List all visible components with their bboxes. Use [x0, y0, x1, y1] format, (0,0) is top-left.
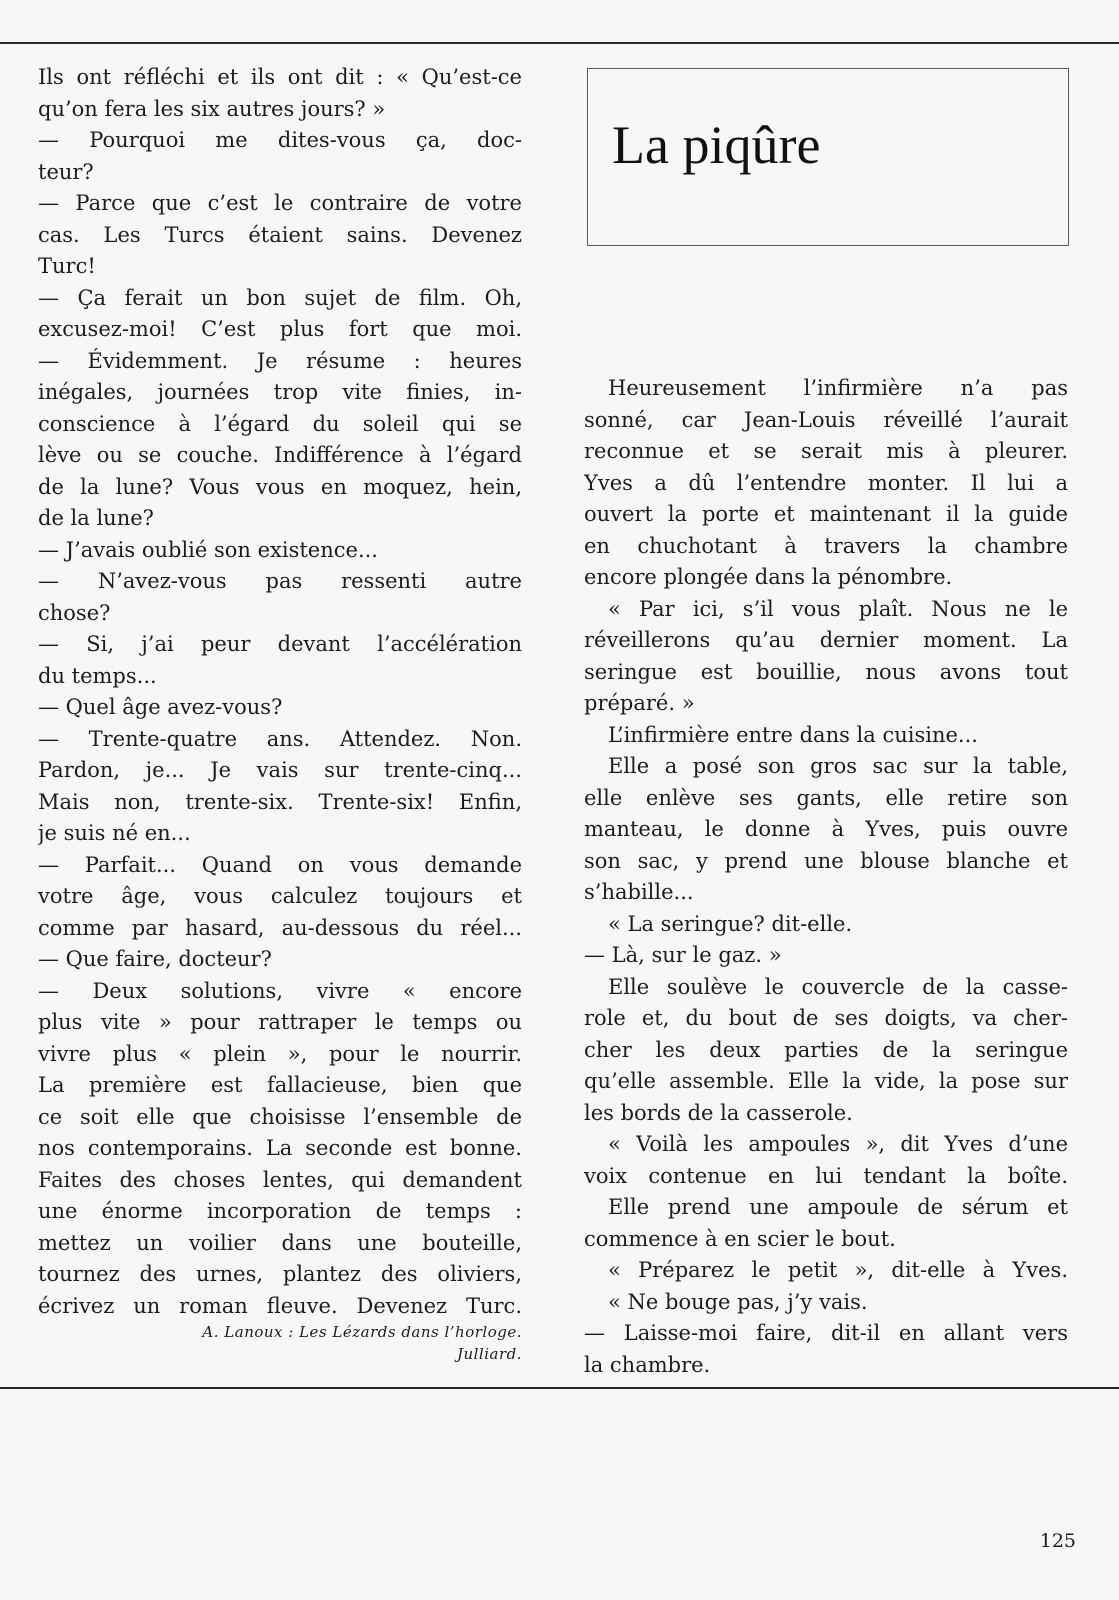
text-line: ouvert la porte et maintenant il la guide — [584, 502, 1068, 526]
text-line: — Que faire, docteur? — [38, 947, 272, 971]
text-line: « Ne bouge pas, j’y vais. — [608, 1289, 868, 1314]
text-line: manteau, le donne à Yves, puis ouvre — [584, 817, 1068, 841]
text-line: « Préparez le petit », dit-elle à Yves. — [608, 1258, 1068, 1282]
text-line: — Laisse-moi faire, dit-il en allant vers — [584, 1321, 1068, 1345]
text-line: elle enlève ses gants, elle retire son — [584, 785, 1068, 810]
text-line: « Par ici, s’il vous plaît. Nous ne le — [608, 596, 1068, 621]
text-line: — Trente-quatre ans. Attendez. Non. — [38, 726, 522, 751]
right-column-text — [584, 373, 1068, 1381]
article-title: La piqûre — [612, 115, 821, 175]
text-line: — Ça ferait un bon sujet de film. Oh, — [38, 285, 522, 310]
text-line: — N’avez-vous pas ressenti autre — [38, 569, 522, 593]
text-line: Pardon, je... Je vais sur trente-cinq... — [38, 758, 522, 782]
text-line: de la lune? Vous vous en moquez, hein, — [38, 474, 522, 499]
text-line: Faites des choses lentes, qui demandent — [38, 1167, 522, 1192]
text-line: nos contemporains. La seconde est bonne. — [38, 1136, 522, 1160]
text-line: inégales, journées trop vite finies, in- — [38, 380, 522, 404]
text-line: role et, du bout de ses doigts, va cher- — [584, 1006, 1068, 1030]
text-line: commence à en scier le bout. — [584, 1226, 896, 1251]
text-line: mettez un voilier dans une bouteille, — [38, 1230, 522, 1255]
publisher-credit: Julliard. — [456, 1345, 522, 1363]
text-line: seringue est bouillie, nous avons tout — [584, 659, 1068, 684]
text-line: — Parce que c’est le contraire de votre — [38, 191, 522, 215]
top-rule — [0, 42, 1119, 44]
source-credit: A. Lanoux : Les Lézards dans l’horloge. — [202, 1323, 522, 1341]
text-line: son sac, y prend une blouse blanche et — [584, 848, 1068, 873]
text-line: cher les deux parties de la seringue — [584, 1037, 1068, 1062]
text-line: plus vite » pour rattraper le temps ou — [38, 1010, 522, 1034]
text-line: du temps... — [38, 663, 157, 688]
text-line: comme par hasard, au-dessous du réel... — [38, 915, 522, 940]
text-line: Elle a posé son gros sac sur la table, — [608, 754, 1068, 778]
text-line: tournez des urnes, plantez des oliviers, — [38, 1262, 522, 1286]
text-line: conscience à l’égard du soleil qui se — [38, 411, 522, 436]
text-line: réveillerons qu’au dernier moment. La — [584, 628, 1068, 652]
text-line: Yves a dû l’entendre monter. Il lui a — [584, 470, 1068, 495]
text-line: voix contenue en lui tendant la boîte. — [584, 1163, 1068, 1188]
text-line: Heureusement l’infirmière n’a pas — [608, 376, 1068, 400]
text-line: teur? — [38, 159, 94, 184]
bottom-rule — [0, 1387, 1119, 1389]
text-line: votre âge, vous calculez toujours et — [38, 884, 522, 908]
text-line: « Voilà les ampoules », dit Yves d’une — [608, 1132, 1068, 1156]
text-line: — Pourquoi me dites-vous ça, doc- — [38, 128, 522, 152]
page-number: 125 — [1039, 1530, 1076, 1552]
text-line: qu’elle assemble. Elle la vide, la pose sur — [584, 1069, 1068, 1093]
text-line: — Parfait... Quand on vous demande — [38, 852, 522, 877]
text-line: La première est fallacieuse, bien que — [38, 1073, 522, 1097]
text-line: sonné, car Jean-Louis réveillé l’aurait — [584, 407, 1068, 432]
text-line: de la lune? — [38, 506, 154, 530]
text-line: — Deux solutions, vivre « encore — [38, 978, 522, 1003]
title-box — [587, 68, 1069, 246]
text-line: s’habille... — [584, 880, 694, 904]
text-line: les bords de la casserole. — [584, 1100, 853, 1125]
text-line: cas. Les Turcs étaient sains. Devenez — [38, 222, 522, 247]
text-line: — Évidemment. Je résume : heures — [38, 348, 522, 373]
text-line: Turc! — [38, 254, 96, 278]
text-line: Elle soulève le couvercle de la casse- — [608, 974, 1068, 999]
text-line: chose? — [38, 600, 111, 625]
text-line: Mais non, trente-six. Trente-six! Enfin, — [38, 789, 522, 814]
text-line: une énorme incorporation de temps : — [38, 1199, 522, 1223]
text-line: la chambre. — [584, 1352, 711, 1377]
text-line: préparé. » — [584, 691, 695, 715]
text-line: je suis né en... — [38, 821, 191, 845]
text-line: Elle prend une ampoule de sérum et — [608, 1195, 1068, 1219]
text-line: écrivez un roman fleuve. Devenez Turc. — [38, 1293, 522, 1318]
text-line: — Si, j’ai peur devant l’accélération — [38, 632, 522, 656]
text-line: vivre plus « plein », pour le nourrir. — [38, 1041, 522, 1066]
text-line: L’infirmière entre dans la cuisine... — [608, 722, 978, 747]
text-line: encore plongée dans la pénombre. — [584, 565, 953, 589]
text-line: reconnue et se serait mis à pleurer. — [584, 439, 1068, 463]
text-line: Ils ont réfléchi et ils ont dit : « Qu’est-ce — [38, 65, 522, 89]
text-line: ce soit elle que choisisse l’ensemble de — [38, 1104, 522, 1129]
text-line: qu’on fera les six autres jours? » — [38, 96, 386, 121]
left-column-text — [38, 62, 522, 1322]
text-line: — Quel âge avez-vous? — [38, 695, 283, 719]
text-line: « La seringue? dit-elle. — [608, 911, 853, 936]
text-line: — J’avais oublié son existence... — [38, 537, 378, 562]
text-line: excusez-moi! C’est plus fort que moi. — [38, 317, 522, 341]
text-line: en chuchotant à travers la chambre — [584, 533, 1068, 558]
text-line: — Là, sur le gaz. » — [584, 943, 782, 967]
text-line: lève ou se couche. Indifférence à l’égard — [38, 443, 522, 467]
